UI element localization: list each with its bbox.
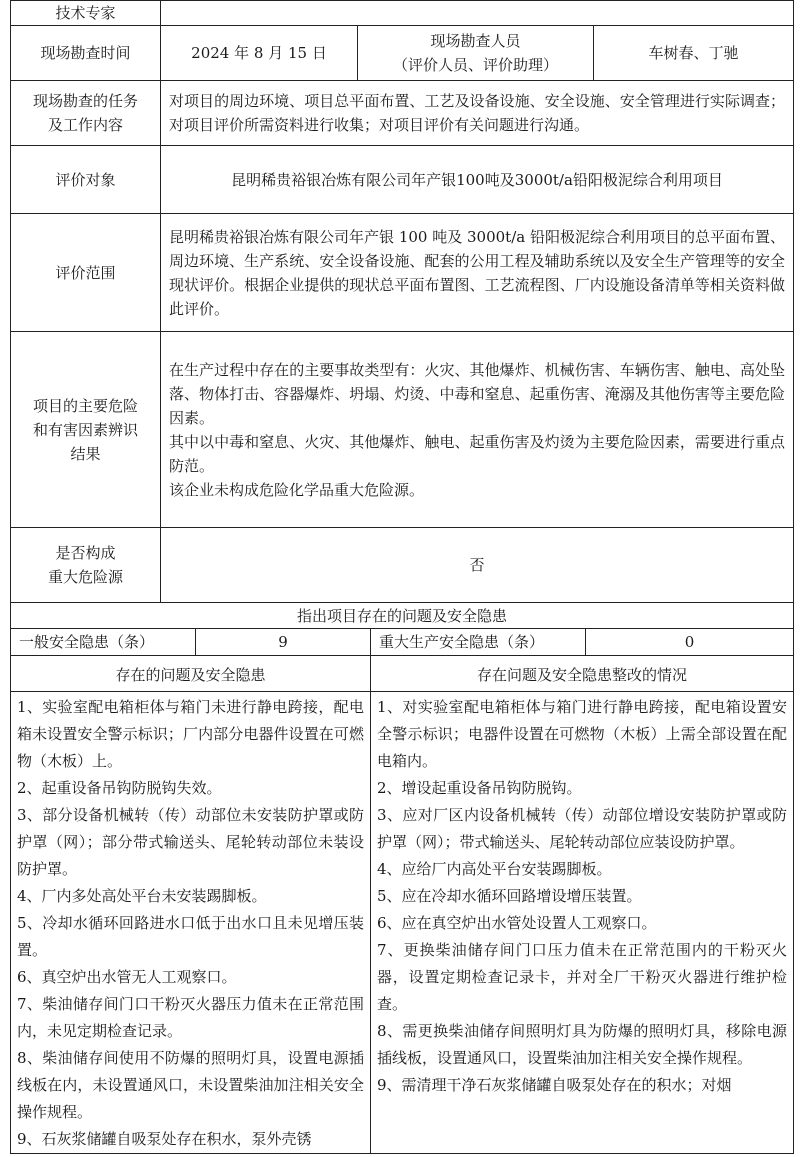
- personnel-label: [358, 26, 594, 81]
- task-label-line2: 及工作内容: [47, 116, 123, 134]
- problem-item: 2、起重设备吊钩防脱钩失效。: [17, 779, 222, 797]
- problem-item: 8、柴油储存间使用不防爆的照明灯具，设置电源插线板在内，未设置通风口，未设置柴油加注相关安全操作规程。: [17, 1049, 364, 1121]
- expert-row: [11, 1, 794, 26]
- rectifications-header: 存在问题及安全隐患整改的情况: [371, 656, 794, 692]
- expert-value: [161, 1, 794, 26]
- task-row: [11, 81, 794, 146]
- rectification-item: 7、更换柴油储存间门口压力值未在正常范围内的干粉灭火器，设置定期检查记录卡，并对全厂干粉灭火器进行维护检查。: [377, 941, 787, 1013]
- hazards-label-line1: 项目的主要危险: [32, 396, 138, 415]
- major-hazard-row: [11, 528, 794, 603]
- scope-label: 评价范围: [11, 214, 161, 332]
- personnel-value: 车树春、丁驰: [594, 26, 794, 81]
- problem-item: 3、部分设备机械转（传）动部位未安装防护罩或防护罩（网）；部分带式输送头、尾轮转动部位未装设防护罩。: [17, 806, 364, 878]
- rectification-item: 6、应在真空炉出水管处设置人工观察口。: [377, 914, 657, 932]
- major-hazard-value: 否: [161, 528, 794, 603]
- scope-row: [11, 214, 794, 332]
- problem-item: 4、厂内多处高处平台未安装踢脚板。: [17, 887, 267, 905]
- rectification-item: 3、应对厂区内设备机械转（传）动部位增设安装防护罩或防护罩（网）；带式输送头、尾轮转动部位应装设防护罩。: [377, 806, 787, 851]
- rectifications-list: [371, 692, 794, 1154]
- rectification-item: 1、对实验室配电箱柜体与箱门进行静电跨接，配电箱设置安全警示标识；电器件设置在可燃物（木板）上需全部设置在配电箱内。: [377, 698, 787, 770]
- issues-table: [10, 602, 794, 656]
- problem-item: 1、实验室配电箱柜体与箱门未进行静电跨接，配电箱未设置安全警示标识；厂内部分电器件设置在可燃物（木板）上。: [17, 698, 364, 770]
- task-text: 对项目的周边环境、项目总平面布置、工艺及设备设施、安全设施、安全管理进行实际调查；对项目评价所需资料进行收集；对项目评价有关问题进行沟通。: [161, 81, 794, 146]
- major-hazard-count-label: 重大生产安全隐患（条）: [371, 629, 586, 656]
- problem-item: 6、真空炉出水管无人工观察口。: [17, 968, 237, 986]
- object-text: 昆明稀贵裕银冶炼有限公司年产银100吨及3000t/a铅阳极泥综合利用项目: [161, 146, 794, 214]
- hazards-label: [11, 332, 161, 528]
- issues-detail-table: [10, 655, 794, 1154]
- expert-label: 技术专家: [11, 1, 161, 26]
- general-hazard-label: 一般安全隐患（条）: [11, 629, 196, 656]
- task-label: [11, 81, 161, 146]
- counts-row: [11, 629, 794, 656]
- problem-item: 9、石灰浆储罐自吸泵处存在积水，泵外壳锈: [17, 1130, 312, 1148]
- issues-body-row: [11, 692, 794, 1154]
- personnel-label-line1: 现场勘查人员: [430, 32, 521, 50]
- object-label: 评价对象: [11, 146, 161, 214]
- hazards-row: [11, 332, 794, 528]
- rectification-item: 8、需更换柴油储存间照明灯具为防爆的照明灯具，移除电源插线板，设置通风口，设置柴油加注相关安全操作规程。: [377, 1022, 787, 1067]
- hazards-text: [161, 332, 794, 528]
- survey-time-value: 2024 年 8 月 15 日: [161, 26, 358, 81]
- issues-title: 指出项目存在的问题及安全隐患: [11, 603, 794, 629]
- hazards-para2: 其中以中毒和窒息、火灾、其他爆炸、触电、起重伤害及灼烫为主要危险因素，需要进行重点防范。: [169, 432, 786, 475]
- problem-item: 5、冷却水循环回路进水口低于出水口且未见增压装置。: [17, 914, 364, 959]
- rectification-item: 2、增设起重设备吊钩防脱钩。: [377, 779, 582, 797]
- survey-info-table: [10, 0, 794, 603]
- problems-header: 存在的问题及安全隐患: [11, 656, 371, 692]
- issues-header-row: [11, 656, 794, 692]
- task-label-line1: 现场勘查的任务: [32, 92, 138, 110]
- rectification-item: 4、应给厂内高处平台安装踢脚板。: [377, 860, 612, 878]
- general-hazard-count: 9: [196, 629, 371, 656]
- rectification-item: 5、应在冷却水循环回路增设增压装置。: [377, 887, 642, 905]
- issues-title-row: [11, 603, 794, 629]
- scope-text: 昆明稀贵裕银冶炼有限公司年产银 100 吨及 3000t/a 铅阳极泥综合利用项目的总平面布置、周边环境、生产系统、安全设备设施、配套的公用工程及辅助系统以及安全生产管理等的安全现状评价。根据企业提供的现状总平面布置图、工艺流程图、厂内设施设备清单等相关资料做此评价。: [161, 214, 794, 332]
- hazards-label-line2: 和有害因素辨识: [32, 420, 138, 439]
- personnel-label-line2: （评价人员、评价助理）: [392, 56, 558, 74]
- major-hazard-label-line1: 是否构成: [55, 544, 116, 562]
- assessment-form: [10, 0, 793, 1154]
- problem-item: 7、柴油储存间门口干粉灭火器压力值未在正常范围内，未见定期检查记录。: [17, 995, 364, 1040]
- survey-time-row: [11, 26, 794, 81]
- hazards-para3: 该企业未构成危险化学品重大危险源。: [169, 480, 425, 499]
- major-hazard-label: [11, 528, 161, 603]
- major-hazard-label-line2: 重大危险源: [47, 568, 123, 586]
- hazards-para1: 在生产过程中存在的主要事故类型有：火灾、其他爆炸、机械伤害、车辆伤害、触电、高处坠落、物体打击、容器爆炸、坍塌、灼烫、中毒和窒息、起重伤害、淹溺及其他伤害等主要危险因素。: [169, 360, 786, 427]
- problems-list: [11, 692, 371, 1154]
- major-hazard-count: 0: [586, 629, 794, 656]
- object-row: [11, 146, 794, 214]
- rectification-item: 9、需清理干净石灰浆储罐自吸泵处存在的积水；对烟: [377, 1076, 732, 1094]
- survey-time-label: 现场勘查时间: [11, 26, 161, 81]
- hazards-label-line3: 结果: [70, 444, 101, 463]
